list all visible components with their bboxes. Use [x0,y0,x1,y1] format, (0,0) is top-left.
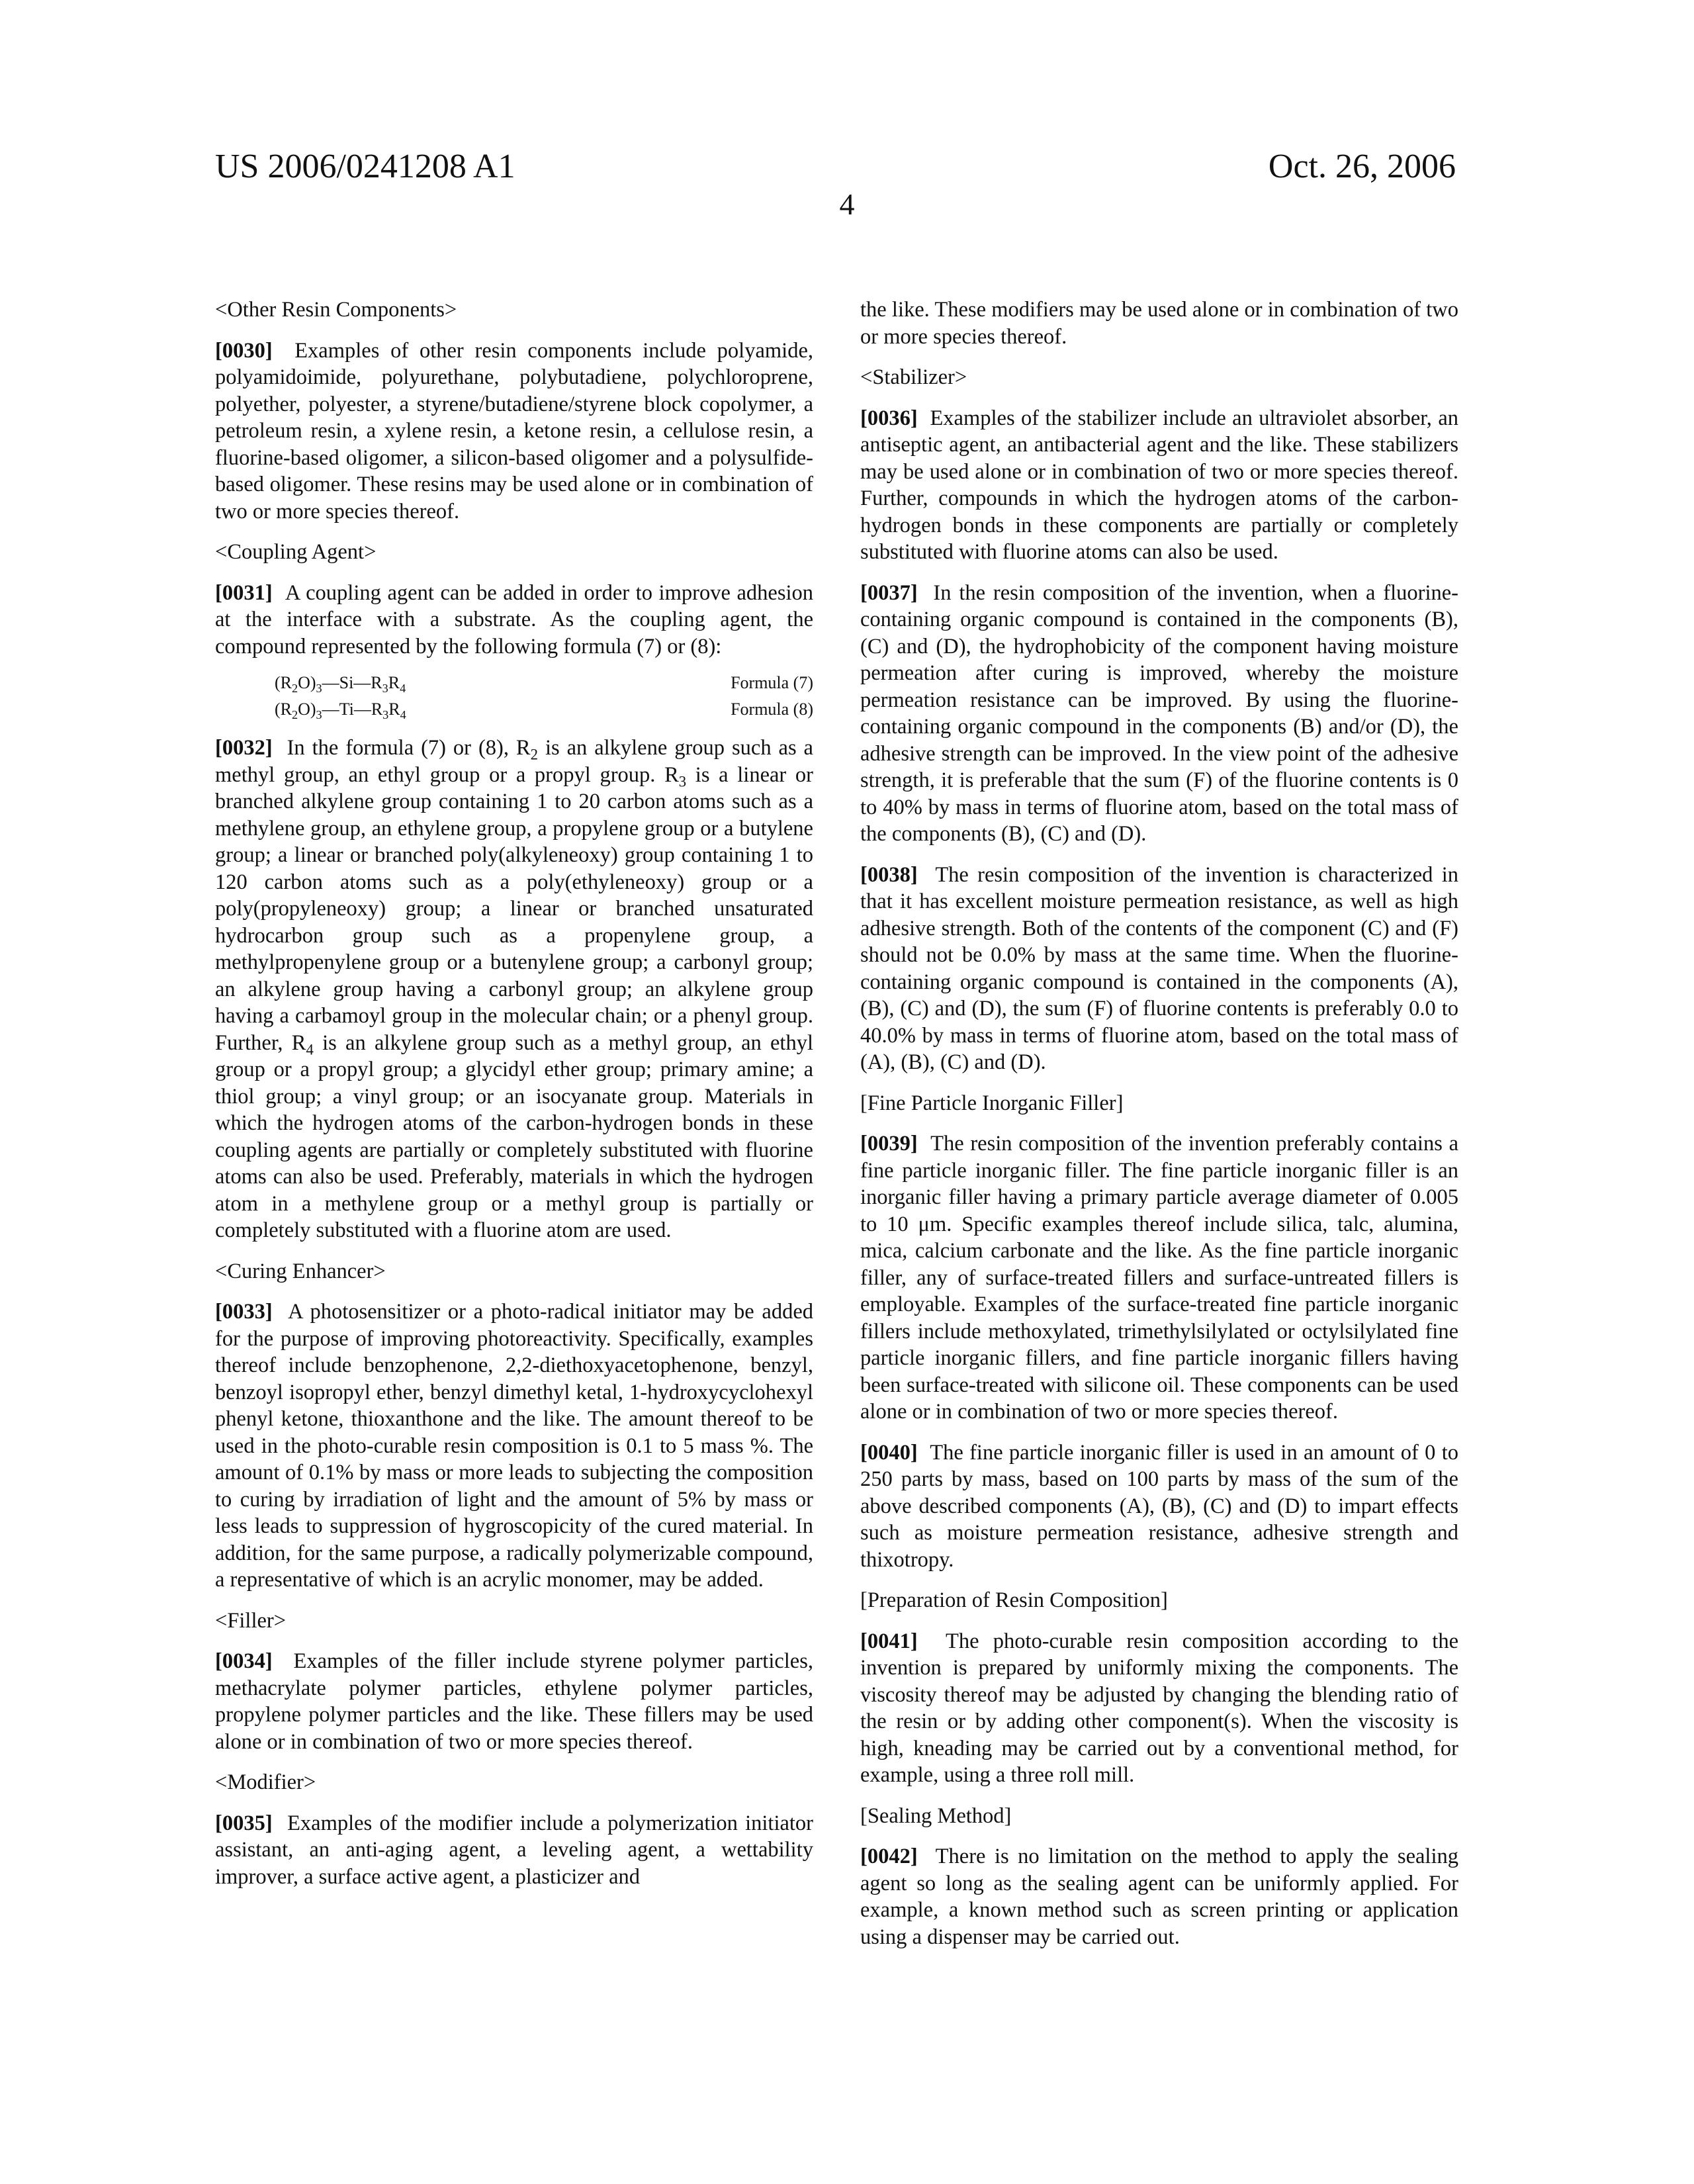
heading-stabilizer: <Stabilizer> [860,364,1458,391]
heading-other-resin: <Other Resin Components> [215,296,813,324]
right-column [860,296,1458,1964]
heading-fine-particle-filler: [Fine Particle Inorganic Filler] [860,1090,1458,1117]
paragraph-number: [0032] [215,736,273,760]
heading-curing-enhancer: <Curing Enhancer> [215,1258,813,1285]
paragraph-text: The photo-curable resin composition according to the invention is prepared by uniformly mixing the components. The viscosity thereof may be adjusted by changing the blending ratio of the resin or by adding other component(s). When the viscosity is high, kneading may be carried out by a conventional method, for example, using a three roll mill. [860,1629,1458,1788]
heading-preparation: [Preparation of Resin Composition] [860,1587,1458,1614]
paragraph-text: Examples of other resin components include polyamide, polyamidoimide, polyurethane, polybutadiene, polychloroprene, polyether, polyester, a styrene/butadiene/styrene block copolymer, a petroleum resin, a xylene resin, a ketone resin, a cellulose resin, a fluorine-based oligomer, a silicon-based oligomer and a polysulfide-based oligomer. These resins may be used alone or in combination of two or more species thereof. [215,339,813,523]
paragraph-number: [0037] [860,581,918,605]
paragraph-0039 [860,1130,1458,1426]
heading-modifier: <Modifier> [215,1769,813,1796]
heading-sealing-method: [Sealing Method] [860,1803,1458,1830]
paragraph-0041 [860,1628,1458,1789]
paragraph-number: [0033] [215,1300,273,1324]
paragraph-0035 [215,1810,813,1891]
paragraph-0031 [215,580,813,660]
formula-8-expression: (R2O)3—Ti—R3R4 [275,696,406,723]
formula-8-label: Formula (8) [731,696,813,723]
paragraph-0040 [860,1439,1458,1574]
paragraph-0035-continued: the like. These modifiers may be used alone or in combination of two or more species thereof. [860,296,1458,350]
paragraph-text: Examples of the modifier include a polymerization initiator assistant, an anti-aging agent, a leveling agent, a wettability improver, a surface active agent, a plasticizer and [215,1811,813,1889]
paragraph-0037 [860,580,1458,848]
paragraph-text: A photosensitizer or a photo-radical initiator may be added for the purpose of improving photoreactivity. Specifically, examples thereof include benzophenone, 2,2-diethoxyacetophenone, benzyl, benzoyl isopropyl ether, benzyl dimethyl ketal, 1-hydroxycyclohexyl phenyl ketone, thioxanthone and the like. The amount thereof to be used in the photo-curable resin composition is 0.1 to 5 mass %. The amount of 0.1% by mass or more leads to subjecting the composition to curing by irradiation of light and the amount of 5% by mass or less leads to suppression of hygroscopicity of the cured material. In addition, for the same purpose, a radically polymerizable compound, a representative of which is an acrylic monomer, may be added. [215,1300,813,1592]
paragraph-text: The resin composition of the invention preferably contains a fine particle inorganic filler. The fine particle inorganic filler is an inorganic filler having a primary particle average diameter of 0.005 to 10 μm. Specific examples thereof include silica, talc, alumina, mica, calcium carbonate and the like. As the fine particle inorganic filler, any of surface-treated fillers and surface-untreated fillers is employable. Examples of the surface-treated fine particle inorganic fillers include methoxylated, trimethylsilylated or octylsilylated fine particle inorganic fillers, and fine particle inorganic fillers having been surface-treated with silicone oil. These components can be used alone or in combination of two or more species thereof. [860,1132,1458,1424]
paragraph-text: is an alkylene group such as a methyl group, an ethyl group or a propyl group. R [215,736,813,787]
publication-date: Oct. 26, 2006 [1269,147,1456,186]
paragraph-0034 [215,1648,813,1755]
paragraph-number: [0030] [215,339,273,363]
paragraph-number: [0042] [860,1844,918,1868]
paragraph-text: There is no limitation on the method to apply the sealing agent so long as the sealing agent can be uniformly applied. For example, a known method such as screen printing or application using a dispenser may be carried out. [860,1844,1458,1949]
paragraph-text: is an alkylene group such as a methyl group, an ethyl group or a propyl group; a glycidyl ether group; primary amine; a thiol group; a vinyl group; or an isocyanate group. Materials in which the hydrogen atoms of the carbon-hydrogen bonds in these coupling agents are partially or completely substituted with fluorine atoms can also be used. Preferably, materials in which the hydrogen atom in a methylene group or a methyl group is partially or completely substituted with a fluorine atom are used. [215,1031,813,1243]
paragraph-number: [0041] [860,1629,918,1653]
paragraph-text: In the resin composition of the invention, when a fluorine-containing organic compound is contained in the components (B), (C) and (D), the hydrophobicity of the component having moisture permeation after curing is improved, whereby the moisture permeation resistance can be improved. By using the fluorine-containing organic compound in the components (B) and/or (D), the adhesive strength can be improved. In the view point of the adhesive strength, it is preferable that the sum (F) of the fluorine contents is 0 to 40% by mass in terms of fluorine atom, based on the total mass of the components (B), (C) and (D). [860,581,1458,846]
paragraph-number: [0035] [215,1811,273,1835]
paragraph-number: [0036] [860,406,918,430]
paragraph-text: is a linear or branched alkylene group containing 1 to 20 carbon atoms such as a methylene group, an ethylene group, a propylene group or a butylene group; a linear or branched poly(alkyleneoxy) group containing 1 to 120 carbon atoms such as a poly(ethyleneoxy) group or a poly(propyleneoxy) group; a linear or branched unsaturated hydrocarbon group such as a propenylene group, a methylpropenylene group or a butenylene group; a carbonyl group; an alkylene group having a carbonyl group; an alkylene group having a carbamoyl group in the molecular chain; or a phenyl group. Further, R [215,763,813,1055]
patent-number: US 2006/0241208 A1 [215,147,515,186]
formula-7-expression: (R2O)3—Si—R3R4 [275,670,406,696]
paragraph-number: [0038] [860,863,918,887]
paragraph-text: The resin composition of the invention is characterized in that it has excellent moisture permeation resistance, as well as high adhesive strength. Both of the contents of the component (C) and (F) should not be 0.0% by mass at the same time. When the fluorine-containing organic compound is contained in the components (A), (B), (C) and (D), the sum (F) of fluorine contents is preferably 0.0 to 40.0% by mass in terms of fluorine atom, based on the total mass of (A), (B), (C) and (D). [860,863,1458,1075]
paragraph-text: Examples of the filler include styrene polymer particles, methacrylate polymer particles, ethylene polymer particles, propylene polymer particles and the like. These fillers may be used alone or in combination of two or more species thereof. [215,1649,813,1754]
page-number: 4 [0,187,1694,222]
formula-8 [215,696,813,723]
formula-7 [215,670,813,696]
paragraph-0030 [215,338,813,525]
paragraph-0036 [860,405,1458,566]
paragraph-0038 [860,862,1458,1076]
paragraph-number: [0031] [215,581,273,605]
paragraph-text: Examples of the stabilizer include an ultraviolet absorber, an antiseptic agent, an antibacterial agent and the like. These stabilizers may be used alone or in combination of two or more species thereof. Further, compounds in which the hydrogen atoms of the carbon-hydrogen bonds in these components are partially or completely substituted with fluorine atoms can also be used. [860,406,1458,565]
formula-block [215,670,813,723]
paragraph-0042 [860,1843,1458,1950]
paragraph-text: A coupling agent can be added in order to improve adhesion at the interface with a substrate. As the coupling agent, the compound represented by the following formula (7) or (8): [215,581,813,659]
paragraph-0033 [215,1298,813,1594]
paragraph-number: [0034] [215,1649,273,1673]
paragraph-number: [0039] [860,1132,918,1156]
heading-filler: <Filler> [215,1608,813,1635]
paragraph-text: In the formula (7) or (8), R [287,736,531,760]
paragraph-number: [0040] [860,1441,918,1465]
paragraph-text: The fine particle inorganic filler is used in an amount of 0 to 250 parts by mass, based on 100 parts by mass of the sum of the above described components (A), (B), (C) and (D) to impart effects such as moisture permeation resistance, adhesive strength and thixotropy. [860,1441,1458,1572]
formula-7-label: Formula (7) [731,670,813,696]
heading-coupling-agent: <Coupling Agent> [215,539,813,566]
left-column [215,296,813,1904]
paragraph-0032: [0032] In the formula (7) or (8), R2 is an alkylene group such as a methyl group, an ethyl group or a propyl group. R3 is a linear or branched alkylene group containing 1 to 20 carbon atoms such as a methylene group, an ethylene group, a propylene group or a butylene group; a linear or branched poly(alkyleneoxy) group containing 1 to 120 carbon atoms such as a poly(ethyleneoxy) group or a poly(propyleneoxy) group; a linear or branched unsaturated hydrocarbon group such as a propenylene group, a methylpropenylene group or a butenylene group; a carbonyl group; an alkylene group having a carbonyl group; an alkylene group having a carbamoyl group in the molecular chain; or a phenyl group. Further, R4 is an alkylene group such as a methyl group, an ethyl group or a propyl group; a glycidyl ether group; primary amine; a thiol group; a vinyl group; or an isocyanate group. Materials in which the hydrogen atoms of the carbon-hydrogen bonds in these coupling agents are partially or completely substituted with fluorine atoms can also be used. Preferably, materials in which the hydrogen atom in a methylene group or a methyl group is partially or completely substituted with a fluorine atom are used. [215,735,813,1244]
